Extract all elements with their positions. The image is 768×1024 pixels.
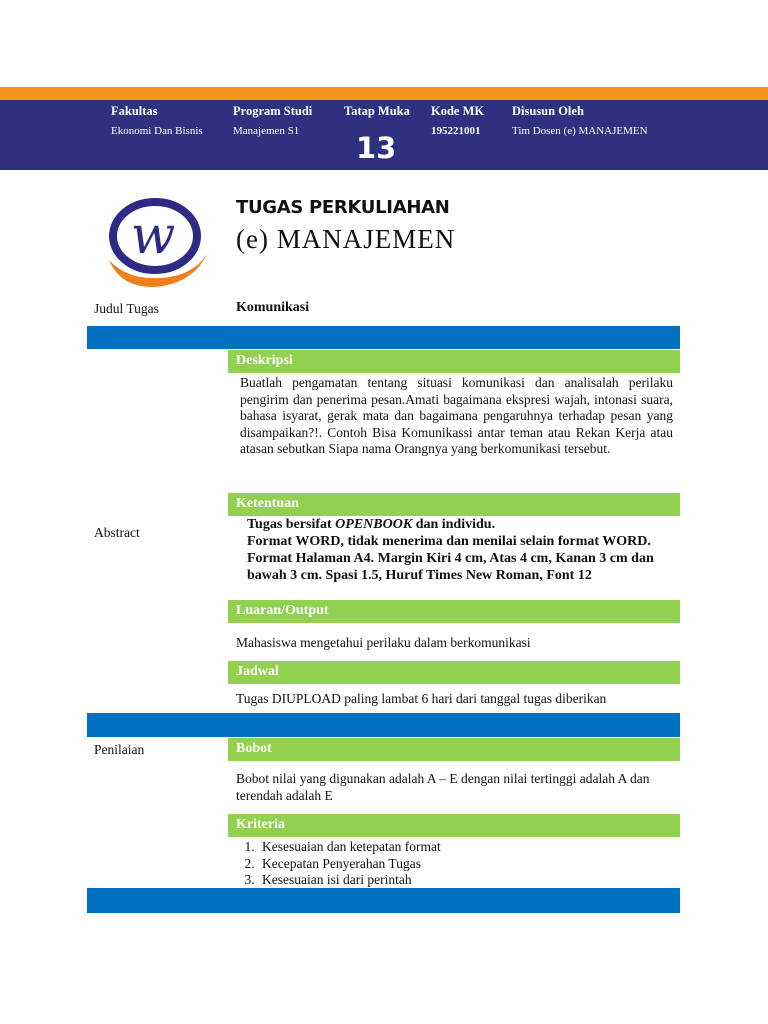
disusun-oleh-label: Disusun Oleh xyxy=(512,104,584,118)
section-divider xyxy=(87,326,680,349)
deskripsi-text: Buatlah pengamatan tentang situasi komunikasi dan analisalah perilaku pengirim dan penerima pesan.Amati bagaimana ekspresi wajah, intonasi suara, bahasa isyarat, gerak mata dan bagaimana pengaruhnya terhadap pesan yang disampaikan?!. Contoh Bisa Komunikassi antar teman atau Rekan Kerja atau atasan sebutkan Siapa nama Orangnya yang berkomunikasi tersebut. xyxy=(240,375,673,456)
university-logo xyxy=(103,196,209,290)
luaran-header: Luaran/Output xyxy=(228,600,680,623)
header-accent-bar xyxy=(0,87,768,100)
luaran-text: Mahasiswa mengetahui perilaku dalam berkomunikasi xyxy=(236,635,531,650)
logo-letter: w xyxy=(130,206,176,266)
disusun-oleh-value: Tim Dosen (e) MANAJEMEN xyxy=(512,125,648,137)
ketentuan-item: Format WORD, tidak menerima dan menilai selain format WORD. xyxy=(247,534,651,549)
judul-tugas-value: Komunikasi xyxy=(236,300,310,315)
university-logo-icon xyxy=(103,196,209,290)
kriteria-item: 2. Kecepatan Penyerahan Tugas xyxy=(258,856,676,873)
jadwal-text: Tugas DIUPLOAD paling lambat 6 hari dari tanggal tugas diberikan xyxy=(236,691,607,706)
deskripsi-header: Deskripsi xyxy=(228,350,680,373)
kriteria-item: 1. Kesesuaian dan ketepatan format xyxy=(258,839,676,856)
document-subtitle: (e) MANAJEMEN xyxy=(236,224,456,254)
ketentuan-header: Ketentuan xyxy=(228,493,680,516)
jadwal-header: Jadwal xyxy=(228,661,680,684)
abstract-label: Abstract xyxy=(94,525,140,540)
kriteria-item: 3. Kesesuaian isi dari perintah xyxy=(258,872,676,889)
kriteria-list-wrap xyxy=(236,839,676,889)
fakultas-label: Fakultas xyxy=(111,104,158,118)
ketentuan-item: Format Halaman A4. Margin Kiri 4 cm, Atas 4 cm, Kanan 3 cm dan bawah 3 cm. Spasi 1.5, Huruf Times New Roman, Font 12 xyxy=(247,551,654,583)
program-studi-value: Manajemen S1 xyxy=(233,125,300,137)
fakultas-value: Ekonomi Dan Bisnis xyxy=(111,125,203,137)
kode-mk-value: 195221001 xyxy=(431,125,481,137)
penilaian-label: Penilaian xyxy=(94,742,145,757)
kriteria-list xyxy=(236,839,676,889)
program-studi-label: Program Studi xyxy=(233,104,313,118)
bobot-text: Bobot nilai yang digunakan adalah A – E dengan nilai tertinggi adalah A dan terendah adalah E xyxy=(236,771,650,803)
kriteria-header: Kriteria xyxy=(228,814,680,837)
bobot-header: Bobot xyxy=(228,738,680,761)
document-title: TUGAS PERKULIAHAN xyxy=(236,197,450,218)
kode-mk-label: Kode MK xyxy=(431,104,485,118)
tatap-muka-label: Tatap Muka xyxy=(344,104,410,118)
ketentuan-item: Tugas bersifat OPENBOOK dan individu. xyxy=(247,517,496,532)
ketentuan-list xyxy=(247,516,677,600)
section-divider xyxy=(87,888,680,913)
judul-tugas-label: Judul Tugas xyxy=(94,301,159,316)
section-divider xyxy=(87,713,680,737)
tatap-muka-number: 13 xyxy=(356,131,397,165)
